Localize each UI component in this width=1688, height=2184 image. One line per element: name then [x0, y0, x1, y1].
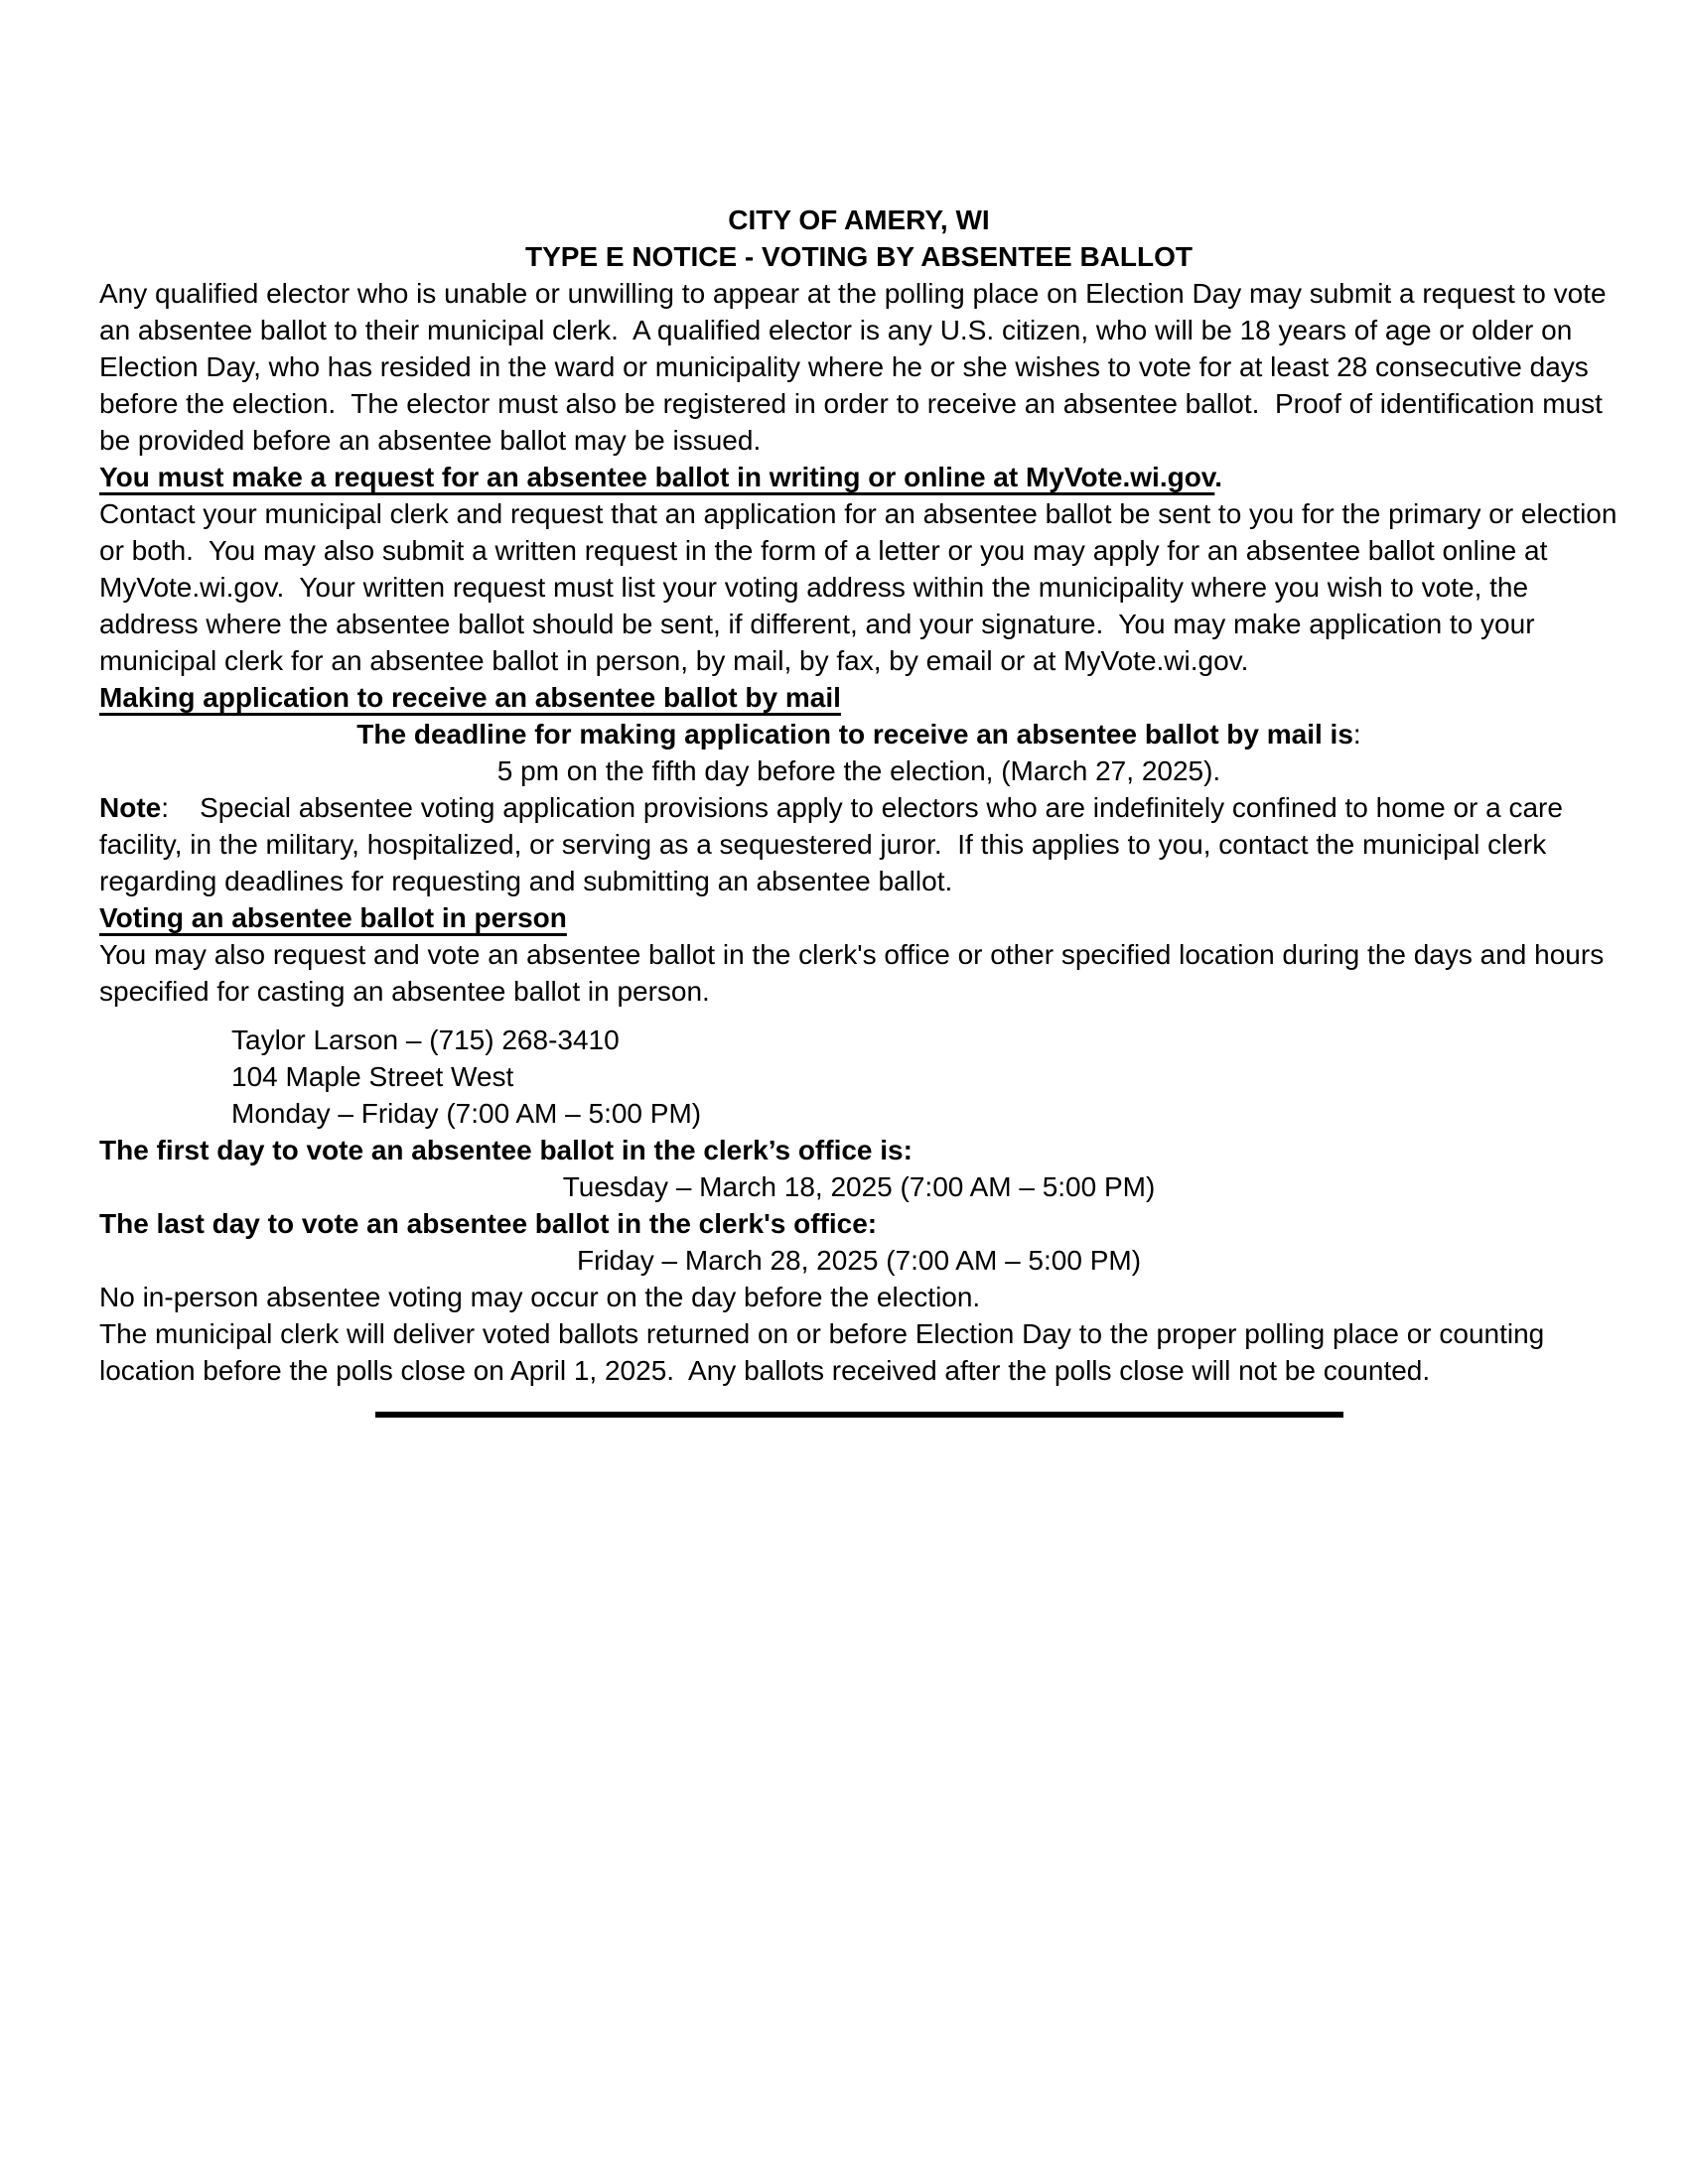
- first-day-value: Tuesday – March 18, 2025 (7:00 AM – 5:00 PM): [562, 1171, 1156, 1202]
- intro-paragraph: Any qualified elector who is unable or unwilling to appear at the polling place on Election Day may submit a request to vote an absentee ballot to their municipal clerk. A qualified elector is any U.S. citizen, who will be 18 years of age or older on Election Day, who has resided in the ward or municipality where he or she wishes to vote for at least 28 consecutive days before the election. The elector must also be registered in order to receive an absentee ballot. Proof of identification must be provided before an absentee ballot may be issued.: [99, 278, 1615, 456]
- mail-deadline-detail: 5 pm on the fifth day before the election, (March 27, 2025).: [496, 755, 1221, 786]
- page-subtitle: TYPE E NOTICE - VOTING BY ABSENTEE BALLOT: [524, 241, 1194, 272]
- person-section-heading: [99, 899, 1618, 936]
- request-heading: [99, 459, 1618, 495]
- note-label: Note: [99, 792, 162, 823]
- delivery-paragraph: The municipal clerk will deliver voted ballots returned on or before Election Day to the proper polling place or counting location before the polls close on April 1, 2025. Any ballots received after the polls close will not be counted.: [99, 1318, 1553, 1386]
- note-text: : Special absentee voting application provisions apply to electors who are indefinitely confined to home or a care facility, in the military, hospitalized, or serving as a sequestered juror. If this applies to you, contact the municipal clerk regarding deadlines for requesting and submitting an absentee ballot.: [99, 792, 1571, 896]
- last-day-label: The last day to vote an absentee ballot in the clerk's office:: [99, 1208, 878, 1239]
- mail-section-heading-text: Making application to receive an absentee ballot by mail: [99, 682, 841, 713]
- mail-section-heading: [99, 679, 1618, 716]
- application-paragraph: Contact your municipal clerk and request that an application for an absentee ballot be sent to you for the primary or election or both. You may also submit a written request in the form of a letter or you may apply for an absentee ballot online at MyVote.wi.gov. Your written request must list your voting address within the municipality where you wish to vote, the address where the absentee ballot should be sent, if different, and your signature. You may make application to your municipal clerk for an absentee ballot in person, by mail, by fax, by email or at MyVote.wi.gov.: [99, 498, 1625, 676]
- no-in-person-paragraph: No in-person absentee voting may occur on the day before the election.: [99, 1282, 981, 1312]
- request-heading-underlined-text: You must make a request for an absentee ballot in writing or online at MyVote.wi.gov: [99, 462, 1215, 492]
- mail-deadline-colon: :: [1352, 719, 1361, 750]
- last-day-value: Friday – March 28, 2025 (7:00 AM – 5:00 PM): [576, 1245, 1142, 1276]
- clerk-name-phone: Taylor Larson – (715) 268-3410: [231, 1024, 620, 1055]
- page-title: CITY OF AMERY, WI: [728, 205, 990, 235]
- person-paragraph: You may also request and vote an absentee ballot in the clerk's office or other specified location during the days and hours specified for casting an absentee ballot in person.: [99, 939, 1612, 1007]
- bottom-divider: [375, 1412, 1343, 1418]
- request-heading-period: .: [1214, 462, 1223, 492]
- note-paragraph: [99, 789, 1618, 899]
- clerk-address: 104 Maple Street West: [231, 1061, 514, 1092]
- first-day-label: The first day to vote an absentee ballot in the clerk’s office is:: [99, 1135, 913, 1165]
- clerk-contact-block: [99, 1022, 1618, 1132]
- person-section-heading-text: Voting an absentee ballot in person: [99, 902, 567, 933]
- mail-deadline-line: [99, 716, 1618, 752]
- clerk-hours: Monday – Friday (7:00 AM – 5:00 PM): [231, 1098, 702, 1129]
- mail-deadline-bold-text: The deadline for making application to receive an absentee ballot by mail is: [356, 719, 1353, 750]
